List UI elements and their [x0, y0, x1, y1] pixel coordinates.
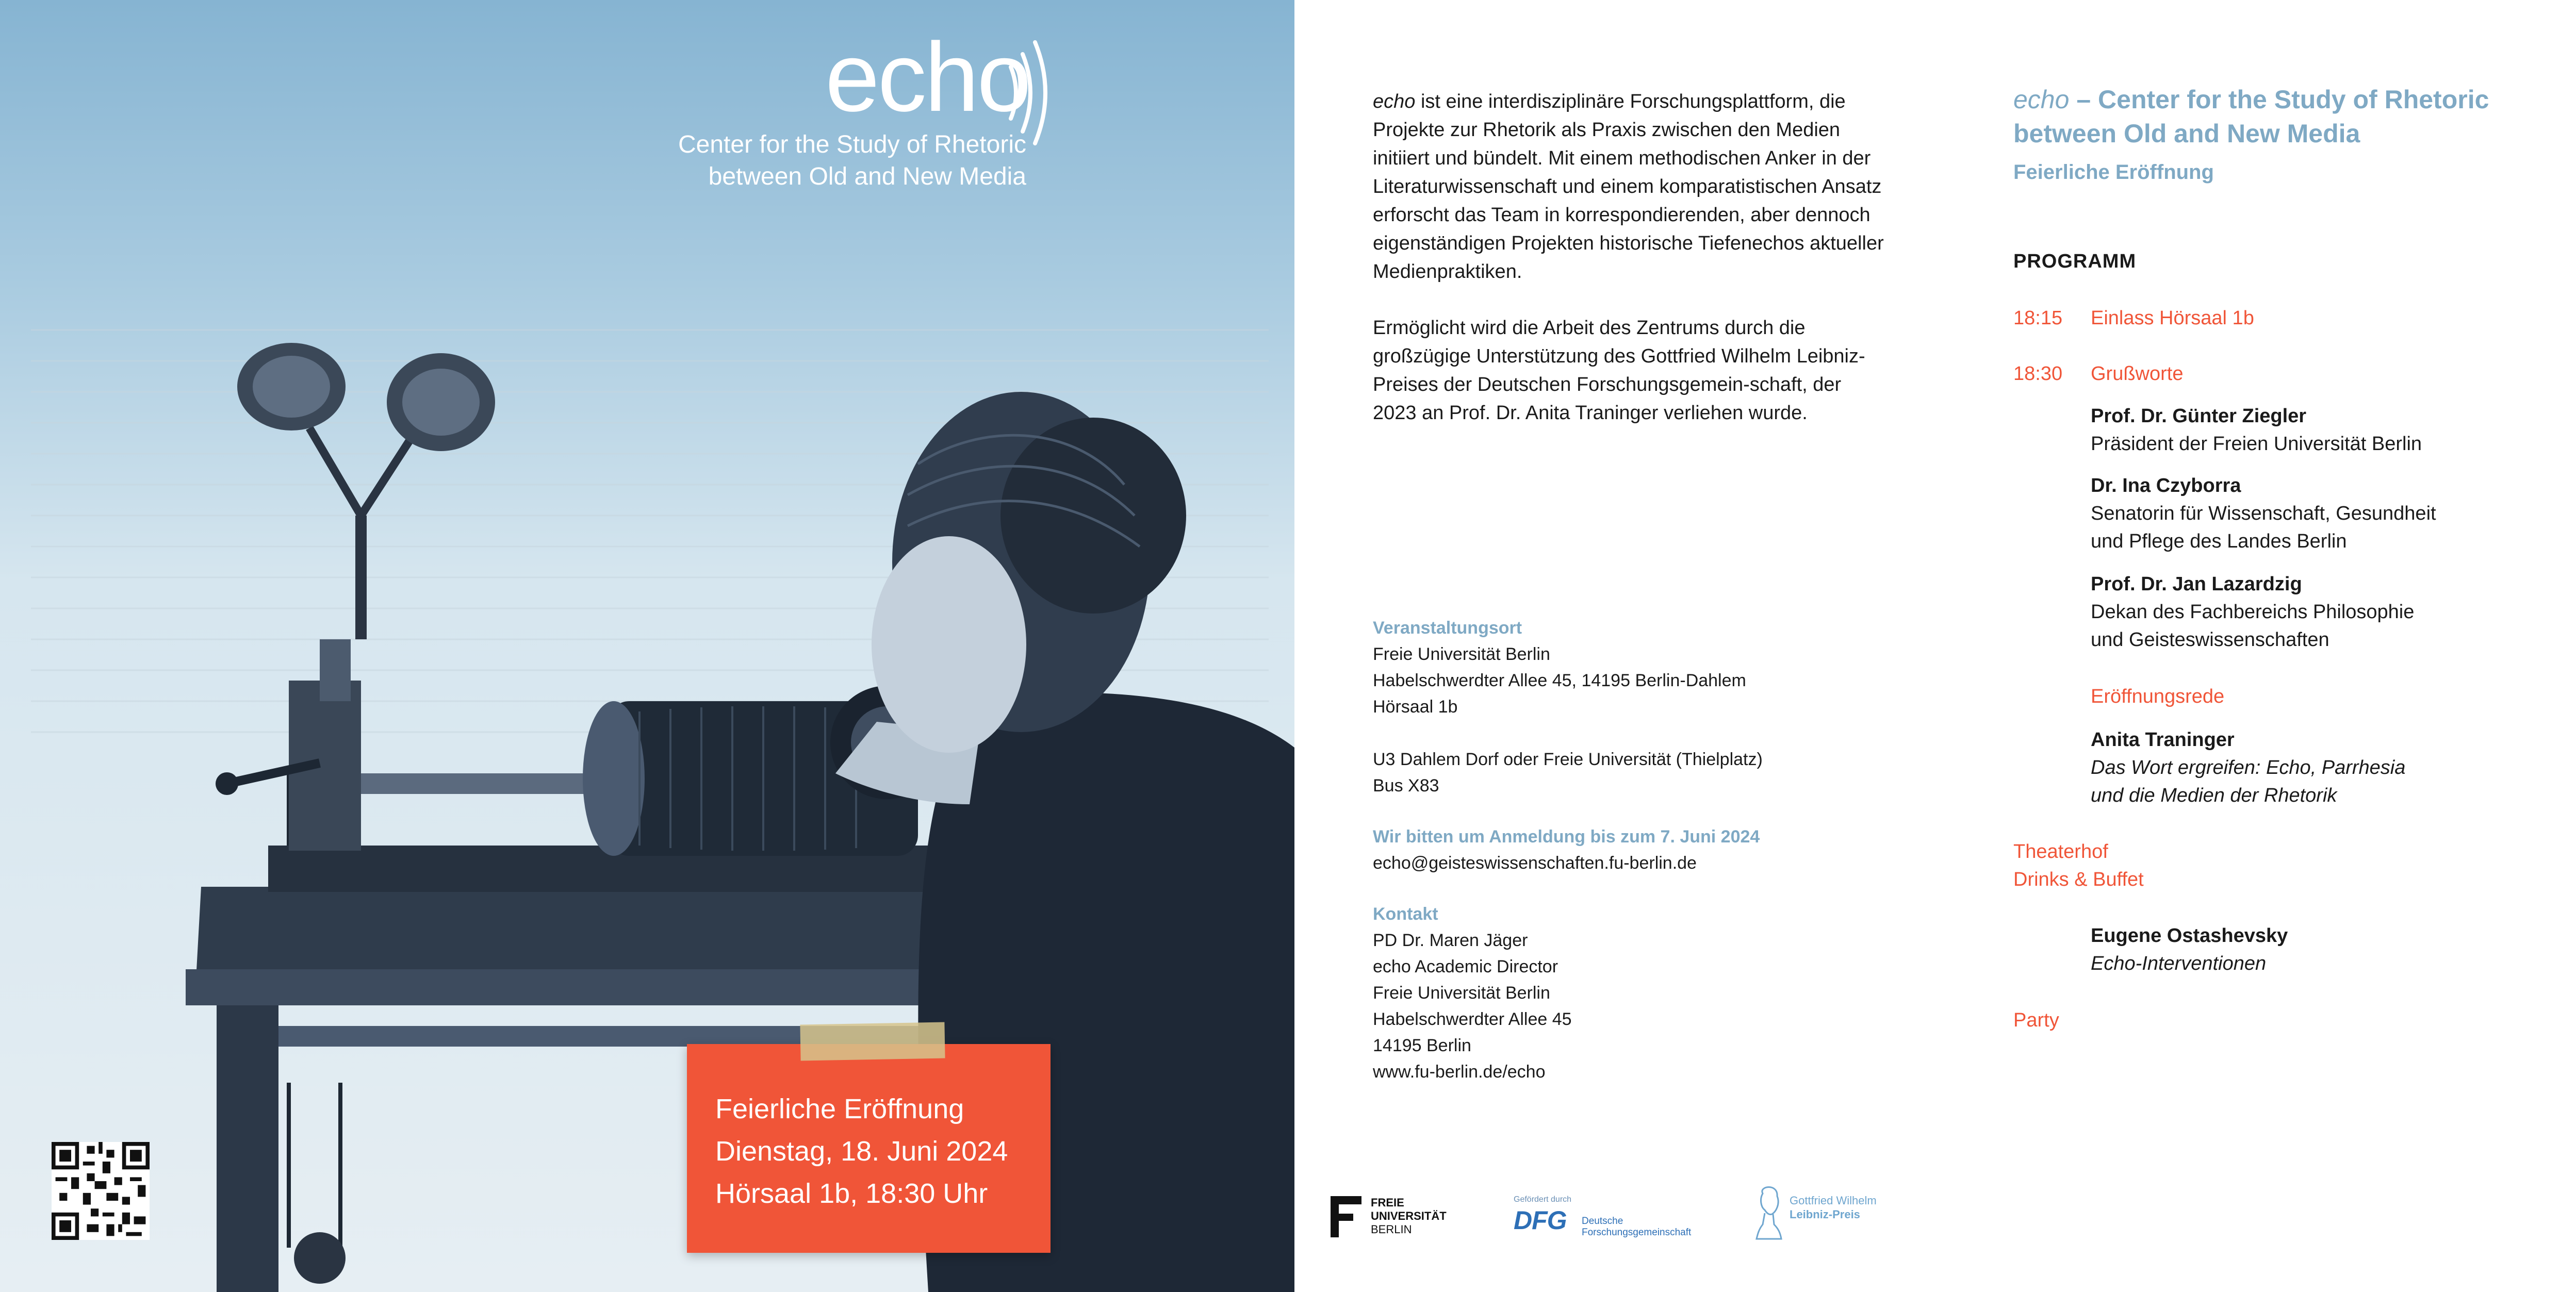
intro-paragraph-1: echo ist eine interdisziplinäre Forschungsplattform, die Projekte zur Rhetorik als Praxis zwischen den Medien initiiert und bündelt. Mit einem methodischen Anker in der Literaturwissenschaft und einem komparatistischen Ansatz erforscht das Team in korrespondierenden, aber dennoch eigenständigen Projekten historische Tiefenechos aktueller Medienpraktiken. [1373, 91, 1884, 283]
program-heading: PROGRAMM [2013, 251, 2137, 272]
tape-strip [800, 1022, 945, 1061]
dfg-logo: Gefördert durch DFG Deutsche Forschungsgemeinschaft [1514, 1195, 1692, 1238]
leibniz-prize-logo: Gottfried Wilhelm Leibniz-Preis [1753, 1183, 1918, 1245]
contact-label: Kontakt [1373, 904, 1438, 924]
speaker-czyborra: Dr. Ina Czyborra Senatorin für Wissenschaft, Gesundheit und Pflege des Landes Berlin [2091, 475, 2436, 552]
echo-logo-word: echo [825, 23, 1030, 132]
registration-email-link[interactable]: echo@geisteswissenschaften.fu-berlin.de [1373, 853, 1697, 873]
fu-berlin-logo: FREIE UNIVERSITÄT BERLIN [1331, 1194, 1465, 1240]
speaker-lazardzig: Prof. Dr. Jan Lazardzig Dekan des Fachbereichs Philosophie und Geisteswissenschaften [2091, 573, 2415, 651]
fu-berlin-mark-icon [1331, 1196, 1361, 1237]
invite-title: Feierliche Eröffnung [715, 1094, 964, 1124]
intro-paragraph-2: Ermöglicht wird die Arbeit des Zentrums durch die großzügige Unterstützung des Gottfried Wilhelm Leibniz-Preises der Deutschen Forschungsgemein-schaft, der 2023 an Prof. Dr. Anita Traninger verliehen wurde. [1373, 317, 1865, 424]
item-theaterhof: Theaterhof Drinks & Buffet [2013, 841, 2144, 890]
time-1815: 18:15 [2013, 307, 2063, 329]
venue-label: Veranstaltungsort [1373, 618, 1522, 638]
program-title: echo – Center for the Study of Rhetoric between Old and New Media [2013, 85, 2489, 148]
qr-code[interactable] [52, 1142, 150, 1240]
time-1830: 18:30 [2013, 363, 2063, 385]
brand-subtitle: Center for the Study of Rhetoric between Old and New Media [678, 131, 1026, 190]
registration-label: Wir bitten um Anmeldung bis zum 7. Juni 2024 [1373, 827, 1760, 847]
speaker-ostashevsky: Eugene Ostashevsky Echo-Interventionen [2091, 925, 2288, 974]
intro-column [1373, 88, 1889, 455]
item-einlass: Einlass Hörsaal 1b [2091, 307, 2254, 329]
invitation-card [687, 1044, 1051, 1253]
invite-place-time: Hörsaal 1b, 18:30 Uhr [715, 1178, 988, 1209]
item-grussworte: Grußworte [2091, 363, 2184, 385]
item-eroeffnungsrede: Eröffnungsrede [2091, 686, 2225, 707]
program-column [2013, 82, 2555, 184]
website-link[interactable]: www.fu-berlin.de/echo [1373, 1062, 1546, 1082]
venue-block: Veranstaltungsort Freie Universität Berlin Habelschwerdter Allee 45, 14195 Berlin-Dahlem Hörsaal 1b U3 Dahlem Dorf oder Freie Universität (Thielplatz) Bus X83 [1373, 615, 1940, 799]
transit-info: U3 Dahlem Dorf oder Freie Universität (Thielplatz) [1373, 750, 1763, 769]
contact-block: Kontakt PD Dr. Maren Jäger echo Academic Director Freie Universität Berlin Habelschwerdter Allee 45 14195 Berlin www.fu-berlin.de/echo [1373, 901, 1940, 1085]
speaker-traninger: Anita Traninger Das Wort ergreifen: Echo, Parrhesia und die Medien der Rhetorik [2091, 729, 2406, 806]
speaker-ziegler: Prof. Dr. Günter Ziegler Präsident der Freien Universität Berlin [2091, 405, 2422, 455]
item-party: Party [2013, 1009, 2059, 1031]
registration-block [1373, 824, 1940, 876]
invite-date: Dienstag, 18. Juni 2024 [715, 1136, 1008, 1167]
program-subtitle: Feierliche Eröffnung [2013, 161, 2214, 184]
leibniz-portrait-icon [1753, 1183, 1784, 1240]
